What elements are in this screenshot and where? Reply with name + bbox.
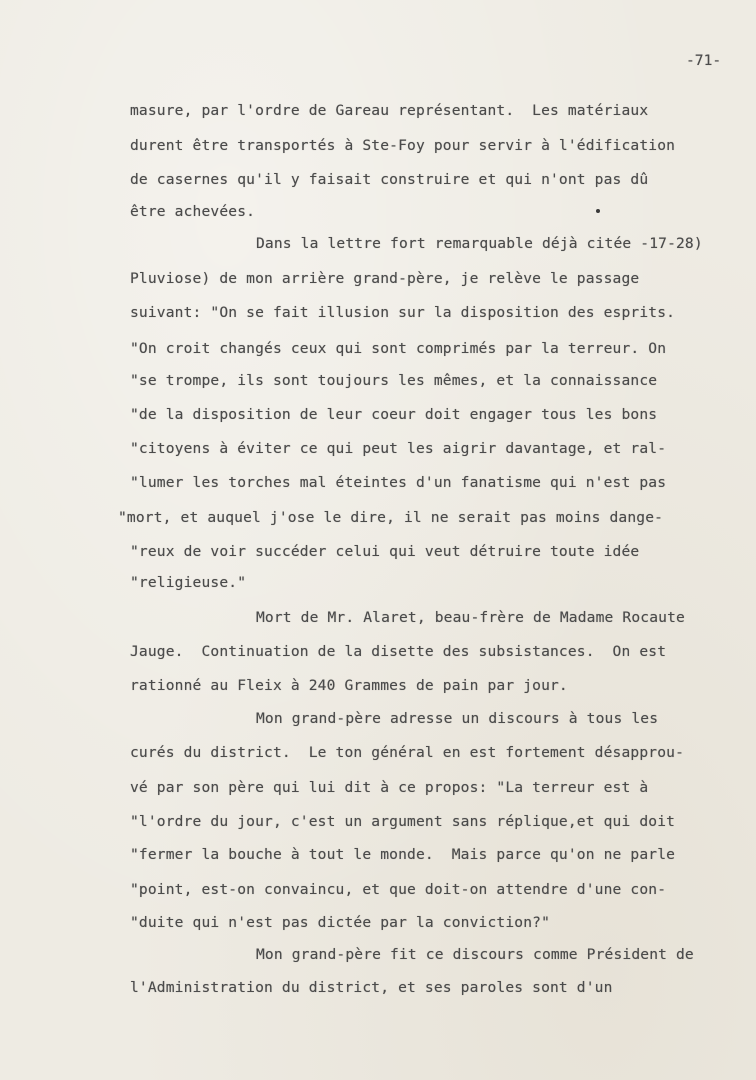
- text-line: l'Administration du district, et ses paroles sont d'un: [130, 979, 613, 996]
- text-line: "duite qui n'est pas dictée par la conviction?": [130, 914, 551, 931]
- text-line: Mort de Mr. Alaret, beau-frère de Madame Rocaute: [256, 609, 685, 626]
- text-line: "citoyens à éviter ce qui peut les aigrir davantage, et ral-: [130, 440, 667, 457]
- ink-speck: [596, 209, 600, 213]
- text-line: être achevées.: [130, 203, 256, 220]
- text-line: "de la disposition de leur coeur doit engager tous les bons: [130, 406, 658, 423]
- page-number: -71-: [686, 52, 722, 69]
- text-line: durent être transportés à Ste-Foy pour servir à l'édification: [130, 137, 676, 154]
- text-line: suivant: "On se fait illusion sur la disposition des esprits.: [130, 304, 676, 321]
- text-line: "l'ordre du jour, c'est un argument sans réplique,et qui doit: [130, 813, 676, 830]
- text-line: curés du district. Le ton général en est fortement désapprou-: [130, 744, 685, 761]
- text-line: vé par son père qui lui dit à ce propos: "La terreur est à: [130, 779, 649, 796]
- text-line: Mon grand-père fit ce discours comme Président de: [256, 946, 694, 963]
- text-line: "lumer les torches mal éteintes d'un fanatisme qui n'est pas: [130, 474, 667, 491]
- text-line: "se trompe, ils sont toujours les mêmes, et la connaissance: [130, 372, 658, 389]
- text-line: Pluviose) de mon arrière grand-père, je relève le passage: [130, 270, 640, 287]
- text-line: "fermer la bouche à tout le monde. Mais parce qu'on ne parle: [130, 846, 676, 863]
- text-line: "religieuse.": [130, 574, 247, 591]
- text-line: masure, par l'ordre de Gareau représentant. Les matériaux: [130, 102, 649, 119]
- text-line: Jauge. Continuation de la disette des subsistances. On est: [130, 643, 667, 660]
- text-line: Mon grand-père adresse un discours à tous les: [256, 710, 659, 727]
- text-line: de casernes qu'il y faisait construire et qui n'ont pas dû: [130, 171, 649, 188]
- text-line: Dans la lettre fort remarquable déjà citée -17-28): [256, 235, 703, 252]
- text-line: "reux de voir succéder celui qui veut détruire toute idée: [130, 543, 640, 560]
- text-line: "mort, et auquel j'ose le dire, il ne serait pas moins dange-: [118, 509, 664, 526]
- text-line: "On croit changés ceux qui sont comprimés par la terreur. On: [130, 340, 667, 357]
- text-line: rationné au Fleix à 240 Grammes de pain par jour.: [130, 677, 568, 694]
- text-line: "point, est-on convaincu, et que doit-on attendre d'une con-: [130, 881, 667, 898]
